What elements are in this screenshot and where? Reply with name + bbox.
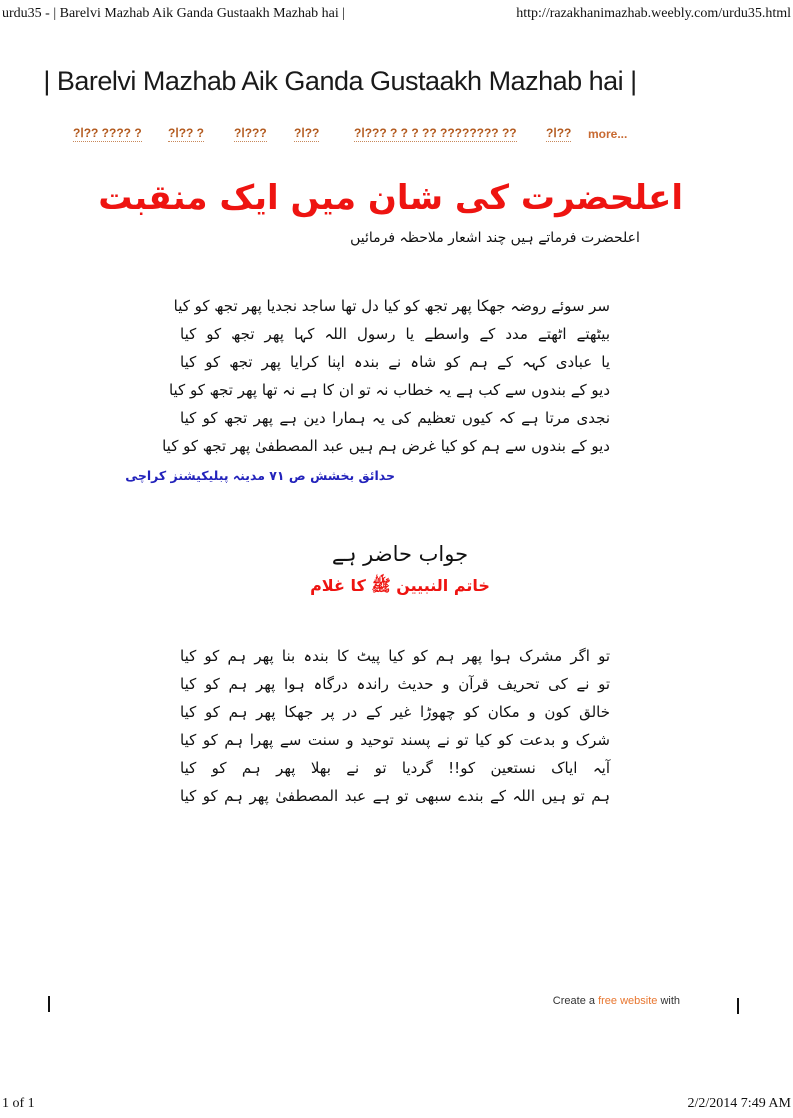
weebly-footer-strip	[553, 995, 680, 1007]
print-footer-page-number: 1 of 1	[2, 1096, 35, 1111]
print-footer-datetime: 2/2/2014 7:49 AM	[687, 1096, 791, 1111]
nav-link-1[interactable]: ?ا?? ???? ?	[73, 126, 142, 140]
poem-line: تو اگر مشرک ہوا پھر ہم کو کیا پیٹ کا بندہ بنا پھر ہم کو کیا	[180, 647, 610, 665]
poem-line: شرک و بدعت کو کیا تو نے پسند توحید و سنت سے پھرا ہم کو کیا	[180, 731, 610, 749]
nav-link-4[interactable]: ?ا??	[294, 126, 320, 140]
nav-link-6[interactable]: ?ا??	[546, 126, 572, 140]
poem-2	[180, 642, 610, 810]
poem-line: یا عبادی کہہ کے ہم کو شاہ نے بندہ اپنا کرایا پھر تجھ کو کیا	[180, 353, 610, 371]
poem-line: ہم تو ہیں اللہ کے بندے سبھی تو ہے عبد المصطفیٰ پھر ہم کو کیا	[180, 787, 610, 805]
poem-1	[162, 292, 610, 460]
poem-line: تو نے کی تحریف قرآن و حدیث راندہ درگاہ ہوا پھر ہم کو کیا	[180, 675, 610, 693]
text-cursor-bar-right	[737, 998, 739, 1014]
text-cursor-bar-left	[48, 996, 50, 1012]
weebly-footer-suffix: with	[660, 995, 680, 1007]
nav-link-2[interactable]: ?ا?? ?	[168, 126, 205, 140]
free-website-link[interactable]: free website	[598, 995, 658, 1007]
nav-more-link[interactable]: more...	[588, 127, 628, 141]
poem-line: خالق کون و مکان کو چھوڑا غیر کے در پر جھکا پھر ہم کو کیا	[180, 703, 610, 721]
urdu-heading-subtitle: اعلحضرت فرماتے ہیں چند اشعار ملاحظہ فرمائیں	[350, 230, 640, 246]
print-header-url: http://razakhanimazhab.weebly.com/urdu35.html	[516, 6, 791, 21]
reply-heading: جواب حاضر ہے	[331, 542, 469, 566]
book-reference-blue: حدائق بخشش ص ۷۱ مدینہ پبلیکیشنز کراچی	[125, 468, 395, 483]
poem-line: سر سوئے روضہ جھکا پھر تجھ کو کیا دل تھا ساجد نجدیا پھر تجھ کو کیا	[173, 297, 610, 315]
nav-link-3[interactable]: ?ا???	[234, 126, 267, 140]
poem-line: دیو کے بندوں سے ہم کو کیا غرض ہم ہیں عبد المصطفیٰ پھر تجھ کو کیا	[162, 437, 610, 455]
print-header-title: urdu35 - | Barelvi Mazhab Aik Ganda Gustaakh Mazhab hai |	[2, 6, 346, 21]
poem-line: آیہ ایاک نستعین کو!! گردیا تو نے بھلا پھر ہم کو کیا	[180, 759, 610, 777]
poem-line: دیو کے بندوں سے کب ہے یہ خطاب نہ تو ان کا ہے نہ تھا پھر تجھ کو کیا	[168, 381, 610, 399]
nav-link-5[interactable]: ?ا??? ? ? ? ?? ???????? ??	[354, 126, 517, 140]
page-title: | Barelvi Mazhab Aik Ganda Gustaakh Mazhab hai |	[43, 66, 637, 96]
poem-line: نجدی مرتا ہے کہ کیوں تعظیم کی یہ ہمارا دین ہے پھر تجھ کو کیا	[180, 409, 610, 427]
poem-line: بیٹھتے اٹھتے مدد کے واسطے یا رسول اللہ کہا پھر تجھ کو کیا	[180, 325, 610, 343]
reply-subheading-red: خاتم النبیین ﷺ کا غلام	[310, 576, 490, 595]
urdu-heading-red: اعلحضرت کی شان میں ایک منقبت	[98, 178, 683, 218]
weebly-footer-prefix: Create a	[552, 995, 595, 1007]
